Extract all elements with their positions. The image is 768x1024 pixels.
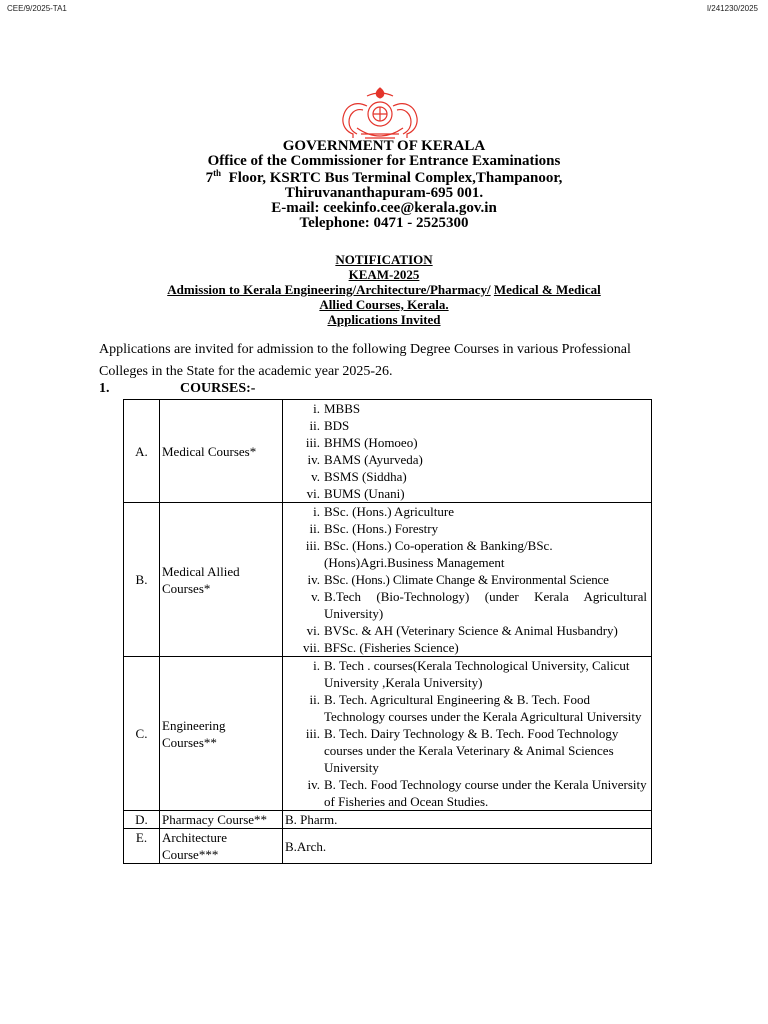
list-item [285,434,649,451]
list-item [285,691,649,725]
list-item [285,657,649,691]
item-number: v. [311,589,320,604]
row-letter: A. [124,400,160,503]
notification-heading [0,252,768,327]
list-item [285,503,649,520]
table-row [124,829,652,864]
office-telephone: Telephone: 0471 - 2525300 [299,215,469,231]
item-text: MBBS [324,401,361,416]
item-number: ii. [309,418,320,433]
applications-invited: Applications Invited [327,312,441,327]
table-row [124,400,652,503]
list-item [285,417,649,434]
item-text: BAMS (Ayurveda) [324,452,423,467]
item-text: BHMS (Homoeo) [324,435,418,450]
subject-part-2: Medical & Medical [493,282,601,297]
list-item [285,571,649,588]
kerala-state-emblem-icon [337,86,423,142]
item-text: BSc. (Hons.) Climate Change & Environmental Science [324,572,609,587]
category-cell: Medical Allied Courses* [160,503,283,657]
file-number-code: I/241230/2025 [706,4,758,13]
floor-ordinal-suffix: th [213,168,222,178]
item-number: i. [313,658,320,673]
item-text: BSc. (Hons.) Agriculture [324,504,454,519]
address-street: Floor, KSRTC Bus Terminal Complex,Thampanoor, [228,170,563,186]
item-text: B. Tech . courses(Kerala Technological University, Calicut University ,Kerala University) [324,658,630,690]
table-row [124,657,652,811]
notification-subject [0,282,768,297]
item-number: iv. [307,572,320,587]
courses-table [123,399,652,864]
item-text: BFSc. (Fisheries Science) [324,640,459,655]
exam-name: KEAM-2025 [348,267,420,282]
item-number: iii. [305,435,320,450]
office-address-line [0,168,768,186]
row-letter: D. [124,811,160,829]
list-item [285,520,649,537]
list-item [285,485,649,502]
course-value: B. Pharm. [283,811,652,829]
intro-paragraph: Applications are invited for admission to the following Degree Courses in various Professional Colleges in the State for the academic year 2025-26. [99,342,631,379]
section-heading [99,381,255,397]
list-item [285,451,649,468]
course-list [283,657,652,811]
item-text: B. Tech. Food Technology course under the Kerala University of Fisheries and Ocean Studies. [324,777,647,809]
item-number: iii. [305,726,320,741]
list-item [285,622,649,639]
row-letter: B. [124,503,160,657]
item-number: iii. [305,538,320,553]
item-text: BSc. (Hons.) Forestry [324,521,439,536]
item-text: BDS [324,418,350,433]
office-name: Office of the Commissioner for Entrance Examinations [207,153,561,169]
item-number: v. [311,469,320,484]
section-title: COURSES:- [180,381,256,396]
notification-label: NOTIFICATION [335,252,433,267]
office-address-block [0,139,768,231]
course-list [283,400,652,503]
table-row [124,811,652,829]
office-email: E-mail: ceekinfo.cee@kerala.gov.in [271,200,497,216]
item-number: vi. [306,623,320,638]
item-number: iv. [307,452,320,467]
item-text: BUMS (Unani) [324,486,405,501]
item-number: i. [313,401,320,416]
item-text: B.Tech (Bio-Technology) (under Kerala Agricultural University) [324,589,647,621]
item-text: BVSc. & AH (Veterinary Science & Animal Husbandry) [324,623,618,638]
course-value: B.Arch. [283,829,652,864]
item-number: vii. [303,640,320,655]
list-item [285,725,649,776]
item-text: BSMS (Siddha) [324,469,407,484]
row-letter: E. [124,829,160,864]
subject-line-2: Allied Courses, Kerala. [319,297,449,312]
subject-part-1: Admission to Kerala Engineering/Architecture/Pharmacy/ [167,282,491,297]
table-row [124,503,652,657]
list-item [285,537,649,571]
item-number: iv. [307,777,320,792]
list-item [285,639,649,656]
row-letter: C. [124,657,160,811]
course-list [283,503,652,657]
item-text: BSc. (Hons.) Co-operation & Banking/BSc. (Hons)Agri.Business Management [324,538,553,570]
item-number: ii. [309,692,320,707]
floor-number: 7 [205,170,214,186]
list-item [285,588,649,622]
section-number: 1. [99,381,110,396]
item-number: ii. [309,521,320,536]
document-reference-code: CEE/9/2025-TA1 [7,4,67,13]
item-text: B. Tech. Agricultural Engineering & B. Tech. Food Technology courses under the Kerala Agricultural University [324,692,642,724]
category-cell: Engineering Courses** [160,657,283,811]
government-title: GOVERNMENT OF KERALA [282,138,486,154]
category-cell: Pharmacy Course** [160,811,283,829]
item-number: vi. [306,486,320,501]
list-item [285,468,649,485]
list-item [285,776,649,810]
item-text: B. Tech. Dairy Technology & B. Tech. Food Technology courses under the Kerala Veterinary & Animal Sciences University [324,726,619,775]
category-cell: Architecture Course*** [160,829,283,864]
address-city: Thiruvananthapuram-695 001. [284,185,484,201]
list-item [285,400,649,417]
category-cell: Medical Courses* [160,400,283,503]
item-number: i. [313,504,320,519]
